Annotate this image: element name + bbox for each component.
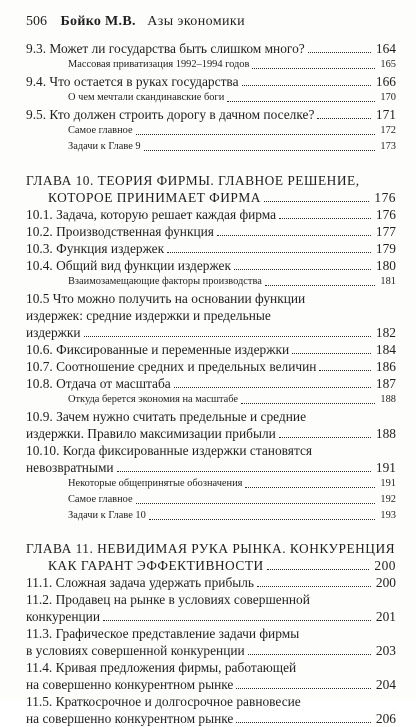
toc-entry-page: 165	[378, 57, 396, 73]
toc-entry-page: 191	[378, 476, 396, 492]
toc-entry-text: 10.9. Зачем нужно считать предельные и средние	[26, 409, 307, 424]
dot-leader	[308, 52, 371, 53]
toc-entry	[26, 642, 396, 659]
toc-entry-page: 180	[375, 258, 396, 273]
dot-leader	[174, 387, 371, 388]
chapter-11-title-line1: ГЛАВА 11. НЕВИДИМАЯ РУКА РЫНКА. КОНКУРЕНЦИЯ	[26, 541, 396, 556]
toc-entry-page: 203	[375, 643, 396, 658]
dot-leader	[317, 118, 370, 119]
dot-leader	[227, 101, 375, 102]
toc-entry-text: 11.5. Краткосрочное и долгосрочное равновесие	[26, 694, 301, 709]
toc-subentry	[26, 492, 396, 508]
toc-entry-text: 9.3. Может ли государства быть слишком много?	[26, 41, 305, 56]
toc-entry-text: Самое главное	[68, 494, 133, 505]
toc-entry-page: 179	[375, 241, 396, 256]
toc-entry-text: Задачи к Главе 10	[68, 510, 146, 521]
dot-leader	[103, 620, 371, 621]
dot-leader	[144, 150, 376, 151]
dot-leader	[149, 519, 376, 520]
toc-entry-text: Откуда берется экономия на масштабе	[68, 394, 238, 405]
toc-entry-text: издержек: средние издержки и предельные	[26, 308, 271, 323]
toc-entry-text: Взаимозамещающие факторы производства	[68, 276, 262, 287]
toc-entry	[26, 106, 396, 123]
dot-leader	[279, 218, 371, 219]
chapter-10-title-line1: ГЛАВА 10. ТЕОРИЯ ФИРМЫ. ГЛАВНОЕ РЕШЕНИЕ,	[26, 173, 360, 188]
toc-entry	[26, 625, 396, 642]
dot-leader	[236, 688, 371, 689]
toc-entry	[26, 442, 396, 459]
toc-subentry	[26, 123, 396, 139]
toc-entry-page: 187	[375, 376, 396, 391]
chapter-10-heading	[26, 172, 396, 206]
chapter-11-page: 200	[374, 558, 396, 573]
toc-entry-page: 170	[378, 90, 396, 106]
toc-entry	[26, 257, 396, 274]
toc-entry	[26, 206, 396, 223]
toc-entry-text: 10.4. Общий вид функции издержек	[26, 258, 231, 273]
dot-leader	[236, 722, 371, 723]
toc-entry-text: 10.3. Функция издержек	[26, 241, 165, 256]
chapter-11-heading	[26, 540, 396, 574]
toc-entry-page: 206	[375, 711, 396, 726]
toc-entry	[26, 459, 396, 476]
author-name: Бойко М.В.	[60, 14, 136, 29]
toc-entry-text: невозвратными	[26, 460, 114, 475]
toc-subentry	[26, 139, 396, 155]
toc-entry-page: 188	[378, 392, 396, 408]
dot-leader	[319, 370, 370, 371]
toc-entry-text: 10.1. Задача, которую решает каждая фирма	[26, 207, 277, 222]
toc-entry	[26, 710, 396, 727]
dot-leader	[84, 336, 371, 337]
toc-entry	[26, 240, 396, 257]
dot-leader	[167, 252, 371, 253]
toc-subentry	[26, 392, 396, 408]
toc-entry-text: 11.1. Сложная задача удержать прибыль	[26, 575, 255, 590]
dot-leader	[292, 353, 371, 354]
toc-chapter11-entries	[26, 574, 396, 727]
toc-subentry	[26, 90, 396, 106]
toc-entry	[26, 223, 396, 240]
chapter-11-title-text: КАК ГАРАНТ ЭФФЕКТИВНОСТИ	[48, 558, 264, 573]
toc-entry-page: 173	[378, 139, 396, 155]
toc-entry-text: на совершенно конкурентном рынке	[26, 677, 234, 692]
toc-entry	[26, 341, 396, 358]
toc-entry-text: 10.10. Когда фиксированные издержки становятся	[26, 443, 313, 458]
toc-subentry	[26, 508, 396, 524]
toc-entry	[26, 358, 396, 375]
toc-entry	[26, 676, 396, 693]
chapter-10-title-line2	[26, 189, 396, 206]
toc-entry-page: 182	[375, 325, 396, 340]
dot-leader	[234, 269, 371, 270]
chapter-10-page: 176	[374, 190, 396, 205]
book-title: Азы экономики	[147, 14, 245, 29]
toc-entry	[26, 693, 396, 710]
toc-chapter10-entries	[26, 206, 396, 524]
toc-entry	[26, 659, 396, 676]
toc-entry-page: 181	[378, 274, 396, 290]
toc-entry-text: издержки	[26, 325, 81, 340]
dot-leader	[252, 68, 375, 69]
toc-entry	[26, 290, 396, 307]
toc-entry-text: Некоторые общепринятые обозначения	[68, 478, 243, 489]
dot-leader	[257, 586, 371, 587]
dot-leader	[241, 403, 375, 404]
toc-entry-page: 184	[375, 342, 396, 357]
toc-entry	[26, 375, 396, 392]
dot-leader	[136, 134, 376, 135]
toc-entry-text: 11.4. Кривая предложения фирмы, работающей	[26, 660, 297, 675]
chapter-10-title-text: КОТОРОЕ ПРИНИМАЕТ ФИРМА	[48, 190, 261, 205]
toc-entry-page: 188	[375, 426, 396, 441]
toc-entry-text: 9.5. Кто должен строить дорогу в дачном поселке?	[26, 107, 315, 122]
toc-entry	[26, 324, 396, 341]
toc-entry-page: 200	[375, 575, 396, 590]
toc-entry-text: конкуренции	[26, 609, 101, 624]
toc-entry-page: 186	[375, 359, 396, 374]
chapter-11-title-line2	[26, 557, 396, 574]
toc-entry-page: 204	[375, 677, 396, 692]
toc-entry-page: 164	[375, 41, 396, 56]
toc-entry-page: 192	[378, 492, 396, 508]
toc-entry-page: 193	[378, 508, 396, 524]
dot-leader	[264, 201, 369, 202]
toc-entry-text: 10.6. Фиксированные и переменные издержки	[26, 342, 290, 357]
toc-entry-text: Задачи к Главе 9	[68, 141, 141, 152]
toc-entry-page: 176	[375, 207, 396, 222]
toc-subentry	[26, 274, 396, 290]
toc-subentry	[26, 57, 396, 73]
spacer	[26, 155, 396, 172]
toc-chapter9-tail	[26, 40, 396, 155]
toc-entry	[26, 307, 396, 324]
toc-entry-text: 10.5 Что можно получить на основании функции	[26, 291, 306, 306]
dot-leader	[279, 437, 371, 438]
dot-leader	[248, 654, 371, 655]
toc-entry-text: 10.7. Соотношение средних и предельных величин	[26, 359, 317, 374]
dot-leader	[117, 471, 371, 472]
toc-entry	[26, 608, 396, 625]
toc-entry-text: издержки. Правило максимизации прибыли	[26, 426, 276, 441]
toc-entry-text: в условиях совершенной конкуренции	[26, 643, 245, 658]
dot-leader	[217, 235, 371, 236]
toc-entry-page: 201	[375, 609, 396, 624]
toc-entry-page: 172	[378, 123, 396, 139]
toc-entry-text: Самое главное	[68, 125, 133, 136]
page-number: 506	[26, 14, 47, 29]
running-header	[26, 12, 396, 32]
toc-entry-page: 191	[375, 460, 396, 475]
toc-entry-text: 11.3. Графическое представление задачи фирмы	[26, 626, 300, 641]
toc-entry-text: на совершенно конкурентном рынке	[26, 711, 234, 726]
toc-entry	[26, 73, 396, 90]
toc-entry-page: 171	[375, 107, 396, 122]
toc-entry	[26, 574, 396, 591]
table-of-contents	[26, 40, 396, 727]
toc-entry	[26, 40, 396, 57]
toc-subentry	[26, 476, 396, 492]
toc-entry-text: 11.2. Продавец на рынке в условиях совершенной	[26, 592, 310, 607]
dot-leader	[267, 569, 370, 570]
toc-entry-text: Массовая приватизация 1992–1994 годов	[68, 59, 250, 70]
toc-entry	[26, 591, 396, 608]
toc-entry	[26, 408, 396, 425]
toc-entry	[26, 425, 396, 442]
dot-leader	[245, 487, 375, 488]
toc-entry-text: О чем мечтали скандинавские боги	[68, 92, 225, 103]
dot-leader	[136, 503, 376, 504]
spacer	[26, 524, 396, 540]
dot-leader	[265, 285, 376, 286]
toc-entry-page: 166	[375, 74, 396, 89]
toc-entry-text: 9.4. Что остается в руках государства	[26, 74, 239, 89]
dot-leader	[242, 85, 371, 86]
toc-entry-text: 10.2. Производственная функция	[26, 224, 214, 239]
toc-entry-page: 177	[375, 224, 396, 239]
toc-entry-text: 10.8. Отдача от масштаба	[26, 376, 171, 391]
